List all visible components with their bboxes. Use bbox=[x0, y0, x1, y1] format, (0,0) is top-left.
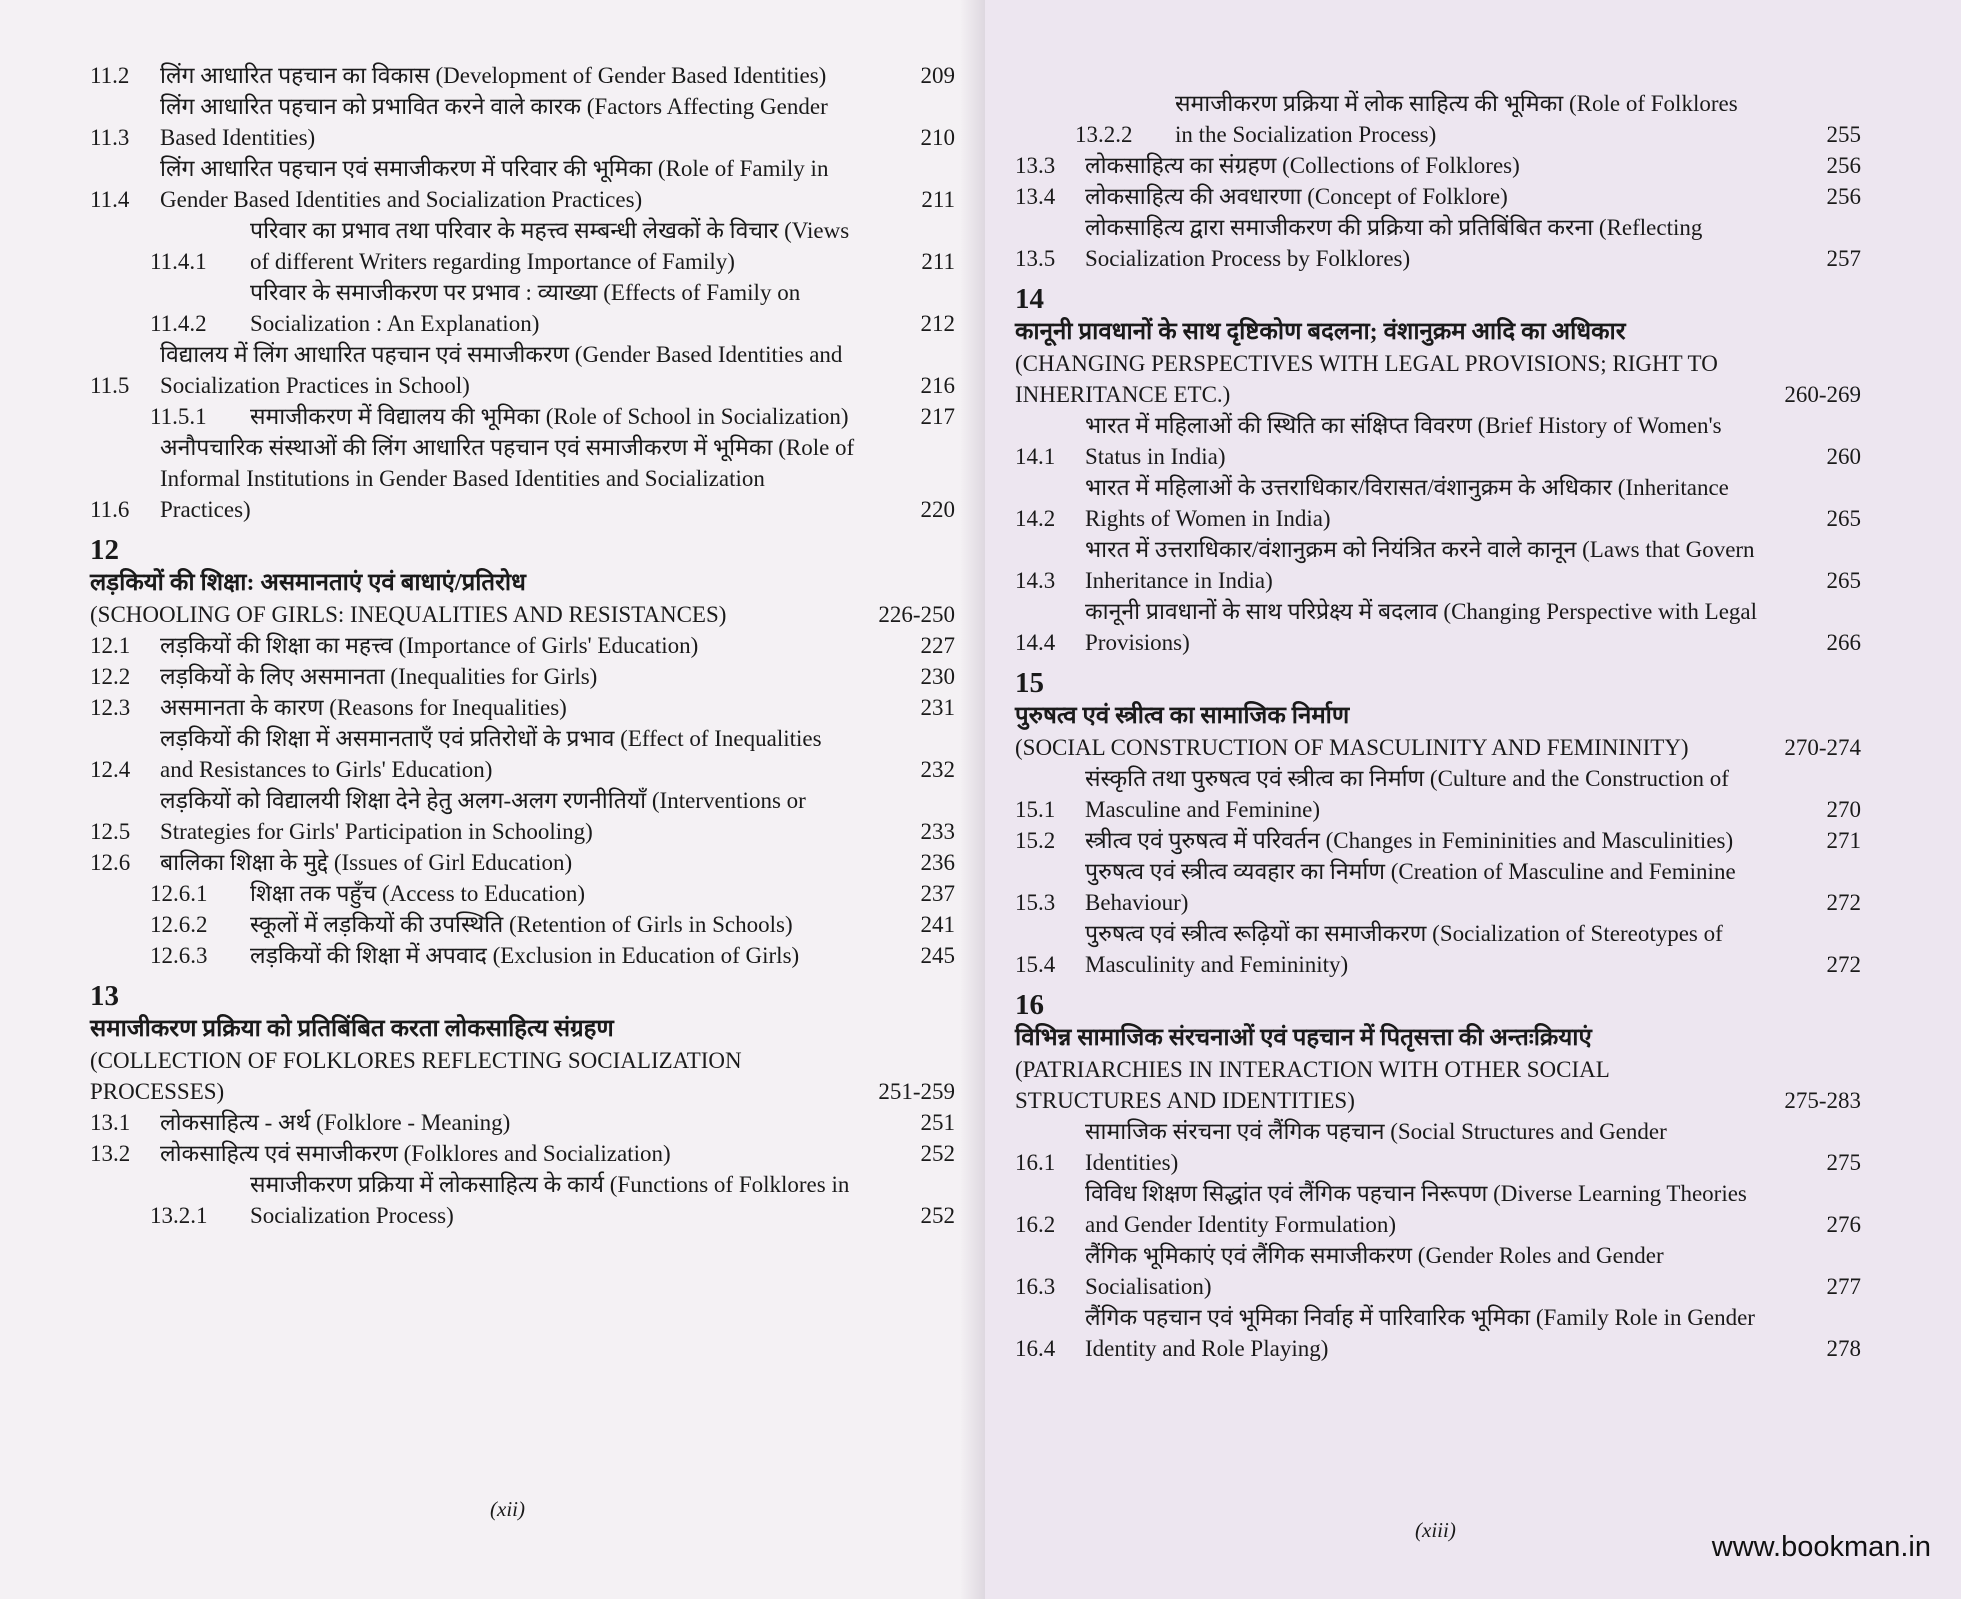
chapter-title-english: (CHANGING PERSPECTIVES WITH LEGAL PROVISIONS; RIGHT TO INHERITANCE ETC.) bbox=[1015, 351, 1718, 407]
page-number: 241 bbox=[920, 912, 955, 937]
section-title: लैंगिक पहचान एवं भूमिका निर्वाह में पारिवारिक भूमिका (Family Role in Gender Identity and Role Playing) bbox=[1085, 1305, 1755, 1361]
section-title: बालिका शिक्षा के मुद्दे (Issues of Girl Education) bbox=[160, 850, 573, 875]
page-number: 233 bbox=[920, 819, 955, 844]
toc-section-entry bbox=[90, 630, 955, 661]
page-number: 252 bbox=[920, 1203, 955, 1228]
section-title: लोकसाहित्य - अर्थ (Folklore - Meaning) bbox=[160, 1110, 511, 1135]
toc-section-entry bbox=[1015, 1240, 1861, 1302]
toc-subsection-entry bbox=[90, 940, 955, 971]
section-title: लड़कियों की शिक्षा में असमानताएँ एवं प्रतिरोधों के प्रभाव (Effect of Inequalities and Resistances to Girls' Education) bbox=[160, 726, 822, 782]
toc-subsection-entry bbox=[1015, 88, 1861, 150]
section-title: लिंग आधारित पहचान का विकास (Development of Gender Based Identities) bbox=[160, 63, 827, 88]
chapter-title-english-row bbox=[1015, 732, 1861, 763]
chapter-number: 16 bbox=[1015, 989, 1044, 1021]
section-number: 15.2 bbox=[1015, 828, 1056, 853]
toc-section-entry bbox=[1015, 763, 1861, 825]
page-number: 272 bbox=[1826, 890, 1861, 915]
page-number: 275 bbox=[1826, 1150, 1861, 1175]
page-number: 255 bbox=[1826, 122, 1861, 147]
page-number: 220 bbox=[920, 497, 955, 522]
section-number: 13.1 bbox=[90, 1110, 131, 1135]
toc-list-right bbox=[1015, 88, 1861, 1364]
page-number: 252 bbox=[920, 1141, 955, 1166]
toc-section-entry bbox=[90, 723, 955, 785]
page-number: 245 bbox=[920, 943, 955, 968]
section-title: असमानता के कारण (Reasons for Inequalities) bbox=[160, 695, 567, 720]
section-number: 13.2 bbox=[90, 1141, 131, 1166]
section-title: लोकसाहित्य एवं समाजीकरण (Folklores and Socialization) bbox=[160, 1141, 671, 1166]
toc-section-entry bbox=[1015, 534, 1861, 596]
section-title: विविध शिक्षण सिद्धांत एवं लैंगिक पहचान निरूपण (Diverse Learning Theories and Gender Identity Formulation) bbox=[1085, 1181, 1747, 1237]
page-number: 210 bbox=[920, 125, 955, 150]
section-number: 11.4.2 bbox=[150, 311, 207, 336]
section-number: 14.1 bbox=[1015, 444, 1056, 469]
chapter-title-hindi: लड़कियों की शिक्षा: असमानताएं एवं बाधाएं/प्रतिरोध bbox=[90, 570, 526, 596]
page-folio-left: (xii) bbox=[490, 1497, 525, 1521]
page-number: 270 bbox=[1826, 797, 1861, 822]
right-page bbox=[985, 0, 1961, 1599]
toc-section-entry bbox=[90, 785, 955, 847]
page-number: 272 bbox=[1826, 952, 1861, 977]
page-number: 260 bbox=[1826, 444, 1861, 469]
section-number: 13.2.2 bbox=[1075, 122, 1133, 147]
chapter-page-range: 275-283 bbox=[1784, 1088, 1861, 1113]
toc-subsection-entry bbox=[90, 277, 955, 339]
chapter-title-english: (PATRIARCHIES IN INTERACTION WITH OTHER SOCIAL STRUCTURES AND IDENTITIES) bbox=[1015, 1057, 1609, 1113]
section-number: 15.1 bbox=[1015, 797, 1056, 822]
page-number: 251 bbox=[920, 1110, 955, 1135]
section-number: 12.6.1 bbox=[150, 881, 208, 906]
section-number: 16.3 bbox=[1015, 1274, 1056, 1299]
toc-section-entry bbox=[90, 1107, 955, 1138]
section-number: 16.2 bbox=[1015, 1212, 1056, 1237]
section-title: स्त्रीत्व एवं पुरुषत्व में परिवर्तन (Changes in Femininities and Masculinities) bbox=[1085, 828, 1734, 853]
section-number: 12.2 bbox=[90, 664, 131, 689]
chapter-title-english: (SCHOOLING OF GIRLS: INEQUALITIES AND RESISTANCES) bbox=[90, 602, 727, 627]
section-title: भारत में महिलाओं के उत्तराधिकार/विरासत/वंशानुक्रम के अधिकार (Inheritance Rights of Women in India) bbox=[1085, 475, 1729, 531]
toc-section-entry bbox=[1015, 918, 1861, 980]
section-title: सामाजिक संरचना एवं लैंगिक पहचान (Social Structures and Gender Identities) bbox=[1085, 1119, 1667, 1175]
page-number: 257 bbox=[1826, 246, 1861, 271]
chapter-page-range: 251-259 bbox=[878, 1079, 955, 1104]
section-title: लिंग आधारित पहचान को प्रभावित करने वाले कारक (Factors Affecting Gender Based Identities) bbox=[160, 94, 828, 150]
section-number: 12.3 bbox=[90, 695, 131, 720]
chapter-title-hindi: समाजीकरण प्रक्रिया को प्रतिबिंबित करता लोकसाहित्य संग्रहण bbox=[90, 1016, 614, 1042]
chapter-title-english-row bbox=[90, 599, 955, 630]
page-number: 276 bbox=[1826, 1212, 1861, 1237]
page-number: 211 bbox=[921, 187, 955, 212]
page-number: 256 bbox=[1826, 184, 1861, 209]
chapter-title-english: (SOCIAL CONSTRUCTION OF MASCULINITY AND FEMININITY) bbox=[1015, 735, 1689, 760]
section-title: शिक्षा तक पहुँच (Access to Education) bbox=[250, 881, 586, 906]
toc-section-entry bbox=[1015, 472, 1861, 534]
toc-section-entry bbox=[90, 432, 955, 525]
section-number: 11.3 bbox=[90, 125, 130, 150]
section-title: लैंगिक भूमिकाएं एवं लैंगिक समाजीकरण (Gender Roles and Gender Socialisation) bbox=[1085, 1243, 1664, 1299]
section-title: लिंग आधारित पहचान एवं समाजीकरण में परिवार की भूमिका (Role of Family in Gender Based Identities and Socialization Practices) bbox=[160, 156, 829, 212]
page-folio-right: (xiii) bbox=[1415, 1518, 1456, 1542]
toc-subsection-entry bbox=[90, 878, 955, 909]
section-number: 11.4 bbox=[90, 187, 130, 212]
section-number: 13.2.1 bbox=[150, 1203, 208, 1228]
page-number: 236 bbox=[920, 850, 955, 875]
section-number: 16.4 bbox=[1015, 1336, 1056, 1361]
toc-section-entry bbox=[90, 692, 955, 723]
chapter-title-hindi: विभिन्न सामाजिक संरचनाओं एवं पहचान में पितृसत्ता की अन्तःक्रियाएं bbox=[1015, 1025, 1592, 1051]
section-number: 14.2 bbox=[1015, 506, 1056, 531]
toc-section-entry bbox=[90, 91, 955, 153]
section-number: 11.6 bbox=[90, 497, 130, 522]
toc-section-entry bbox=[1015, 150, 1861, 181]
toc-section-entry bbox=[1015, 212, 1861, 274]
toc-section-entry bbox=[1015, 410, 1861, 472]
section-number: 12.6.2 bbox=[150, 912, 208, 937]
toc-section-entry bbox=[1015, 181, 1861, 212]
chapter-title-english-row bbox=[1015, 348, 1861, 410]
section-number: 11.2 bbox=[90, 63, 130, 88]
toc-subsection-entry bbox=[90, 401, 955, 432]
toc-section-entry bbox=[1015, 825, 1861, 856]
chapter-title-english: (COLLECTION OF FOLKLORES REFLECTING SOCIALIZATION PROCESSES) bbox=[90, 1048, 742, 1104]
toc-section-entry bbox=[90, 847, 955, 878]
section-number: 16.1 bbox=[1015, 1150, 1056, 1175]
page-number: 232 bbox=[920, 757, 955, 782]
section-number: 13.4 bbox=[1015, 184, 1056, 209]
page-number: 266 bbox=[1826, 630, 1861, 655]
section-title: भारत में महिलाओं की स्थिति का संक्षिप्त विवरण (Brief History of Women's Status in India) bbox=[1085, 413, 1722, 469]
toc-section-entry bbox=[1015, 1116, 1861, 1178]
section-title: कानूनी प्रावधानों के साथ परिप्रेक्ष्य में बदलाव (Changing Perspective with Legal Provisions) bbox=[1085, 599, 1758, 655]
section-title: पुरुषत्व एवं स्त्रीत्व रूढ़ियों का समाजीकरण (Socialization of Stereotypes of Masculinity and Femininity) bbox=[1085, 921, 1723, 977]
watermark-url: www.bookman.in bbox=[1711, 1531, 1931, 1563]
page-number: 209 bbox=[920, 63, 955, 88]
page-number: 216 bbox=[920, 373, 955, 398]
section-number: 11.4.1 bbox=[150, 249, 207, 274]
section-number: 12.5 bbox=[90, 819, 131, 844]
chapter-number: 13 bbox=[90, 980, 119, 1012]
page-number: 227 bbox=[920, 633, 955, 658]
section-number: 13.3 bbox=[1015, 153, 1056, 178]
page-number: 231 bbox=[920, 695, 955, 720]
section-title: स्कूलों में लड़कियों की उपस्थिति (Retention of Girls in Schools) bbox=[250, 912, 793, 937]
page-number: 237 bbox=[920, 881, 955, 906]
chapter-number: 12 bbox=[90, 534, 119, 566]
section-number: 15.3 bbox=[1015, 890, 1056, 915]
toc-section-entry bbox=[1015, 596, 1861, 658]
chapter-page-range: 226-250 bbox=[878, 602, 955, 627]
chapter-number: 14 bbox=[1015, 283, 1044, 315]
toc-section-entry bbox=[1015, 1178, 1861, 1240]
chapter-title-english-row bbox=[90, 1045, 955, 1107]
toc-subsection-entry bbox=[90, 909, 955, 940]
toc-section-entry bbox=[90, 153, 955, 215]
page-number: 265 bbox=[1826, 506, 1861, 531]
page-number: 278 bbox=[1826, 1336, 1861, 1361]
page-number: 256 bbox=[1826, 153, 1861, 178]
page-number: 230 bbox=[920, 664, 955, 689]
chapter-title-hindi: कानूनी प्रावधानों के साथ दृष्टिकोण बदलना; वंशानुक्रम आदि का अधिकार bbox=[1015, 319, 1626, 345]
toc-section-entry bbox=[90, 1138, 955, 1169]
section-title: समाजीकरण प्रक्रिया में लोकसाहित्य के कार्य (Functions of Folklores in Socialization Process) bbox=[250, 1172, 850, 1228]
section-title: समाजीकरण में विद्यालय की भूमिका (Role of School in Socialization) bbox=[250, 404, 849, 429]
section-title: समाजीकरण प्रक्रिया में लोक साहित्य की भूमिका (Role of Folklores in the Socialization Process) bbox=[1175, 91, 1738, 147]
section-title: लोकसाहित्य की अवधारणा (Concept of Folklore) bbox=[1085, 184, 1508, 209]
toc-subsection-entry bbox=[90, 1169, 955, 1231]
chapter-page-range: 260-269 bbox=[1784, 382, 1861, 407]
toc-subsection-entry bbox=[90, 215, 955, 277]
toc-section-entry bbox=[90, 60, 955, 91]
section-number: 13.5 bbox=[1015, 246, 1056, 271]
page-number: 277 bbox=[1826, 1274, 1861, 1299]
section-title: परिवार के समाजीकरण पर प्रभाव : व्याख्या (Effects of Family on Socialization : An Explanation) bbox=[250, 280, 801, 336]
chapter-page-range: 270-274 bbox=[1784, 735, 1861, 760]
section-title: विद्यालय में लिंग आधारित पहचान एवं समाजीकरण (Gender Based Identities and Socialization Practices in School) bbox=[160, 342, 843, 398]
section-title: परिवार का प्रभाव तथा परिवार के महत्त्व सम्बन्धी लेखकों के विचार (Views of different Writers regarding Importance of Family) bbox=[250, 218, 850, 274]
section-number: 11.5.1 bbox=[150, 404, 207, 429]
section-number: 12.6 bbox=[90, 850, 131, 875]
chapter-title-hindi: पुरुषत्व एवं स्त्रीत्व का सामाजिक निर्माण bbox=[1015, 703, 1350, 729]
section-number: 12.1 bbox=[90, 633, 131, 658]
section-title: लड़कियों की शिक्षा का महत्त्व (Importance of Girls' Education) bbox=[160, 633, 699, 658]
section-number: 11.5 bbox=[90, 373, 130, 398]
section-title: लोकसाहित्य का संग्रहण (Collections of Folklores) bbox=[1085, 153, 1520, 178]
section-number: 14.3 bbox=[1015, 568, 1056, 593]
page-number: 265 bbox=[1826, 568, 1861, 593]
page-number: 212 bbox=[920, 311, 955, 336]
page-number: 211 bbox=[921, 249, 955, 274]
section-title: भारत में उत्तराधिकार/वंशानुक्रम को नियंत्रित करने वाले कानून (Laws that Govern Inheritance in India) bbox=[1085, 537, 1755, 593]
section-number: 15.4 bbox=[1015, 952, 1056, 977]
section-title: संस्कृति तथा पुरुषत्व एवं स्त्रीत्व का निर्माण (Culture and the Construction of Masculine and Feminine) bbox=[1085, 766, 1729, 822]
toc-section-entry bbox=[1015, 1302, 1861, 1364]
section-title: अनौपचारिक संस्थाओं की लिंग आधारित पहचान एवं समाजीकरण में भूमिका (Role of Informal Institutions in Gender Based Identities and Socialization Practices) bbox=[160, 435, 855, 522]
section-title: लड़कियों की शिक्षा में अपवाद (Exclusion in Education of Girls) bbox=[250, 943, 800, 968]
chapter-title-english-row bbox=[1015, 1054, 1861, 1116]
section-title: लोकसाहित्य द्वारा समाजीकरण की प्रक्रिया को प्रतिबिंबित करना (Reflecting Socialization Process by Folklores) bbox=[1085, 215, 1703, 271]
page-number: 217 bbox=[920, 404, 955, 429]
page-number: 271 bbox=[1826, 828, 1861, 853]
section-number: 14.4 bbox=[1015, 630, 1056, 655]
section-number: 12.6.3 bbox=[150, 943, 208, 968]
section-title: लड़कियों को विद्यालयी शिक्षा देने हेतु अलग-अलग रणनीतियाँ (Interventions or Strategies for Girls' Participation in Schooling) bbox=[160, 788, 806, 844]
toc-section-entry bbox=[90, 661, 955, 692]
section-title: लड़कियों के लिए असमानता (Inequalities for Girls) bbox=[160, 664, 598, 689]
toc-list-left bbox=[90, 60, 955, 1231]
toc-section-entry bbox=[1015, 856, 1861, 918]
toc-section-entry bbox=[90, 339, 955, 401]
chapter-number: 15 bbox=[1015, 667, 1044, 699]
section-number: 12.4 bbox=[90, 757, 131, 782]
section-title: पुरुषत्व एवं स्त्रीत्व व्यवहार का निर्माण (Creation of Masculine and Feminine Behaviour) bbox=[1085, 859, 1736, 915]
